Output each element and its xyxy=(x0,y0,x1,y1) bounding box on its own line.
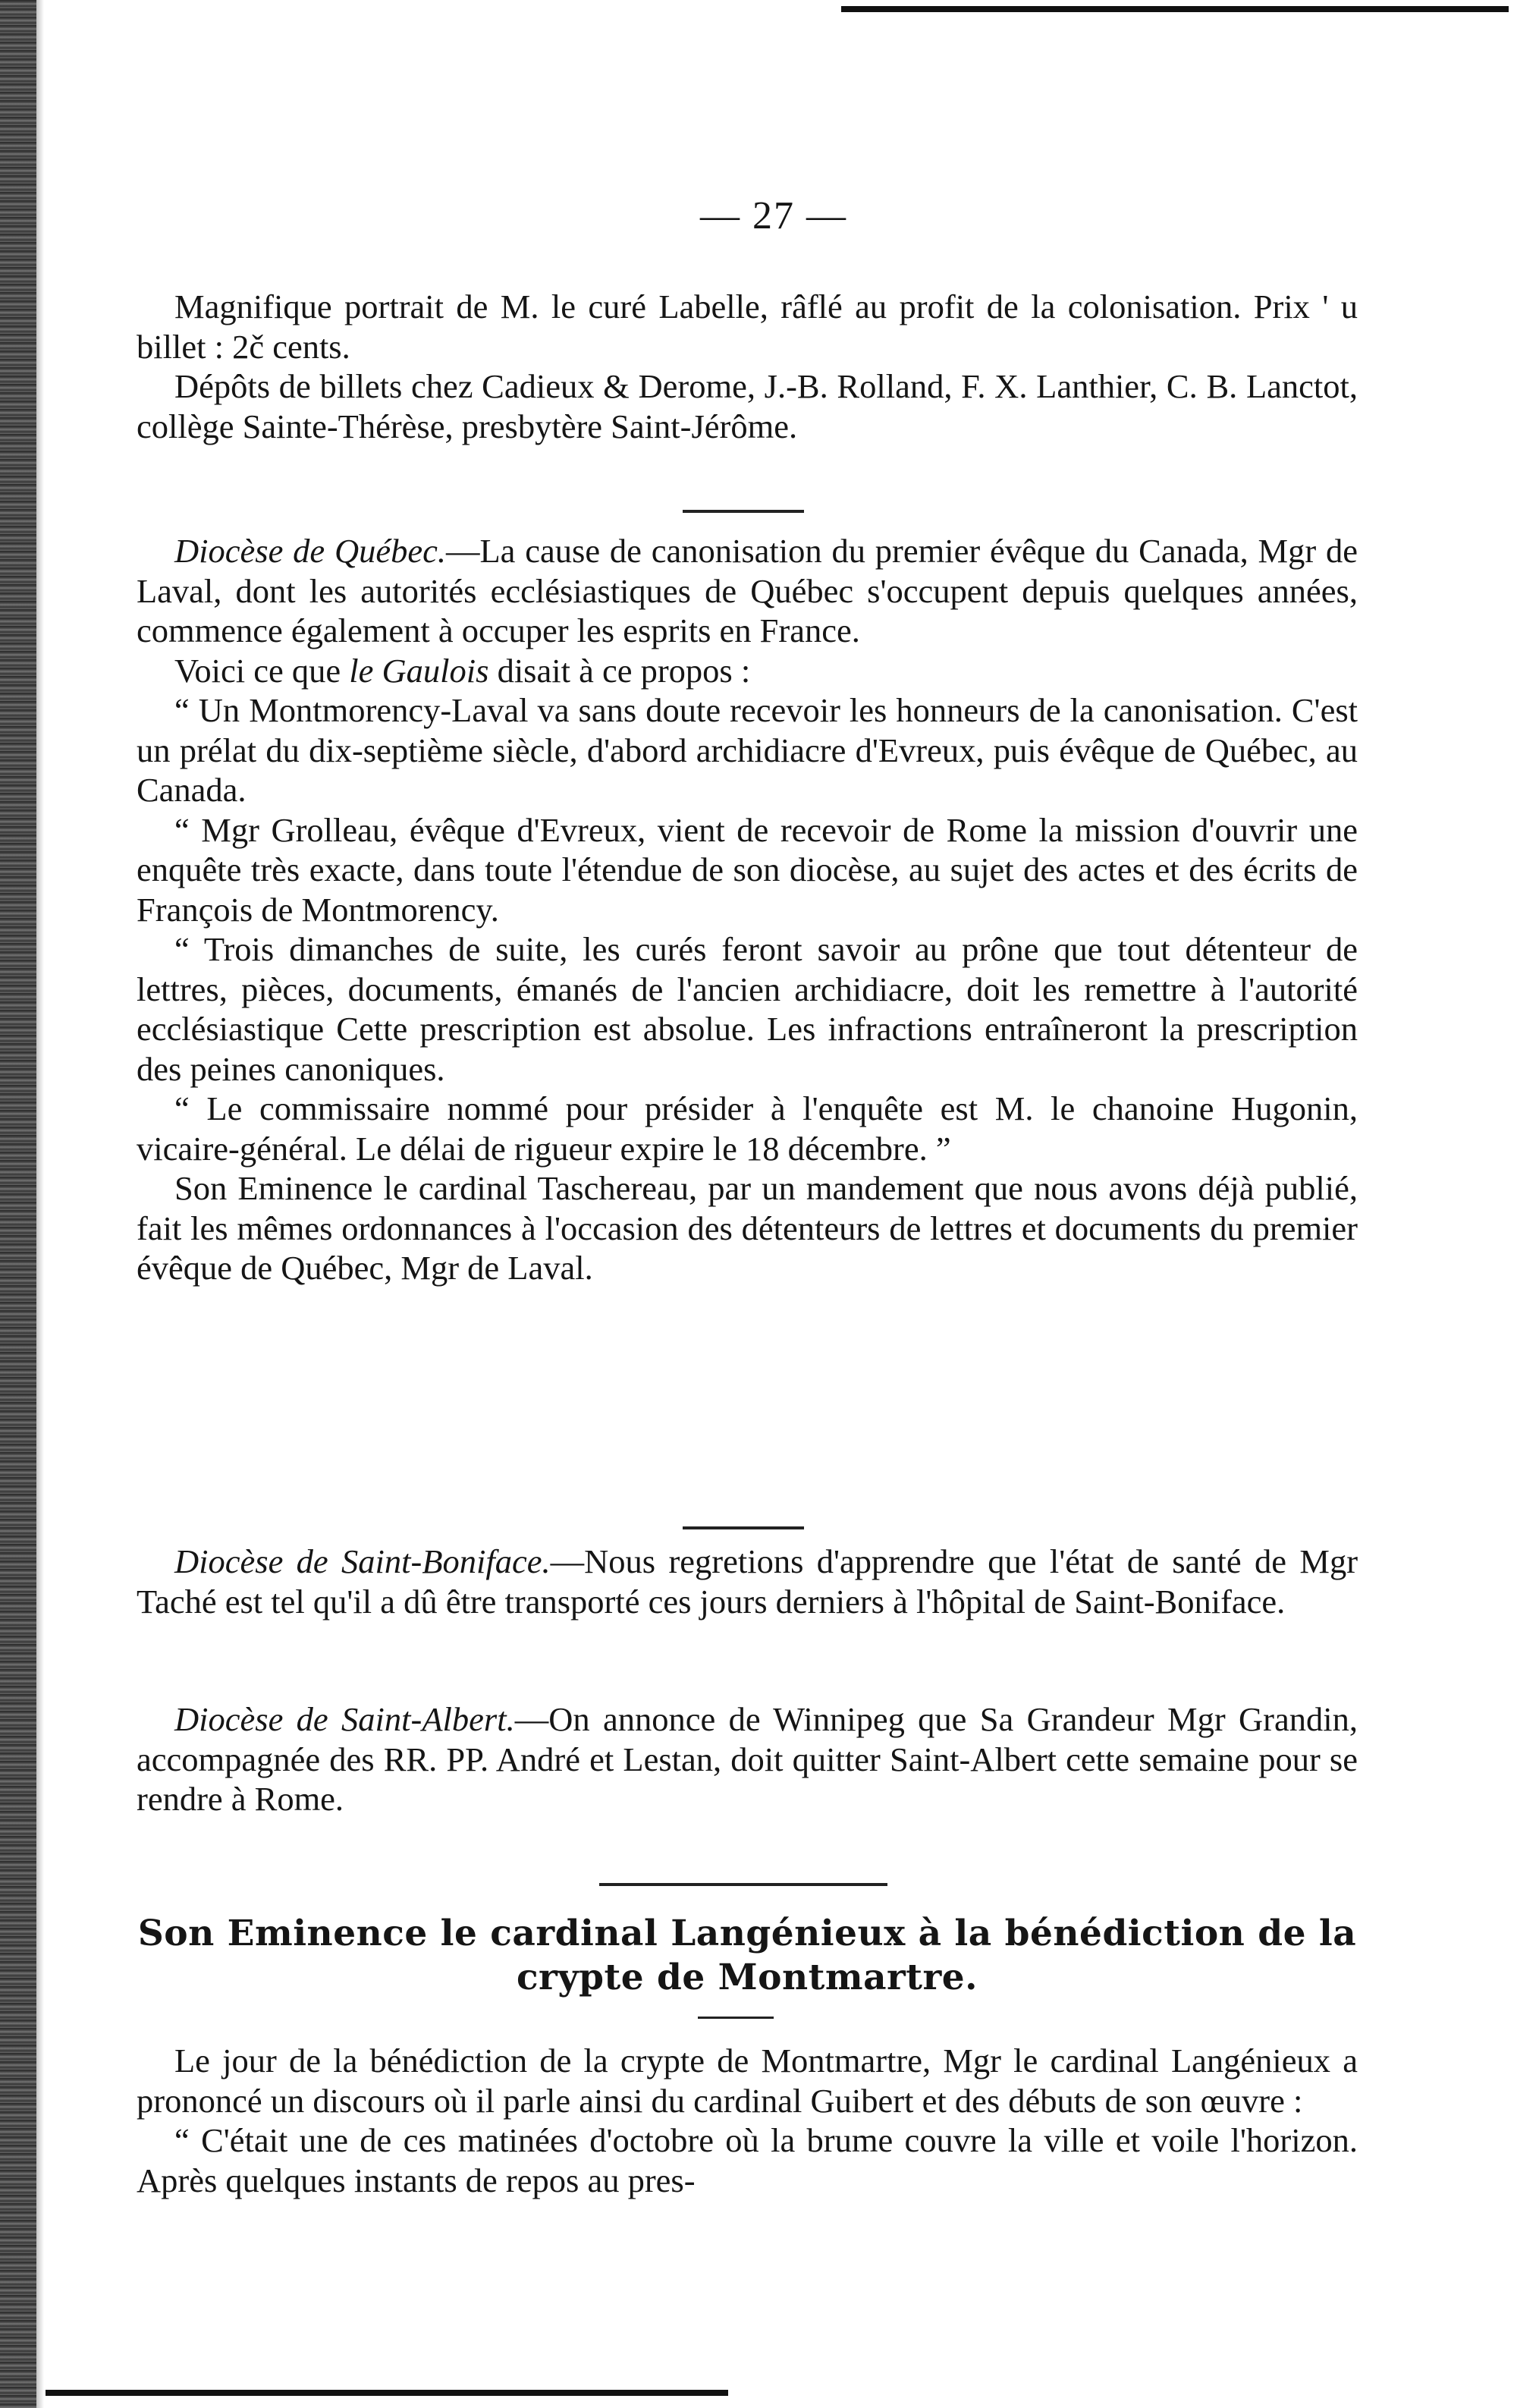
article-body xyxy=(137,2041,1358,2200)
separator xyxy=(683,1526,804,1529)
section-heading: Diocèse de Québec. xyxy=(174,532,446,570)
notice-block xyxy=(137,287,1358,446)
bottom-scan-rule xyxy=(46,2390,728,2396)
paragraph: —On annonce de Winnipeg que Sa Grandeur Mgr Grandin, accompagnée des RR. PP. André et Lestan, doit quitter Saint-Albert cette semaine pour se rendre à Rome. xyxy=(137,1700,1358,1818)
section-heading: Diocèse de Saint-Albert. xyxy=(174,1700,515,1738)
paragraph: “ Mgr Grolleau, évêque d'Evreux, vient de recevoir de Rome la mission d'ouvrir une enquête très exacte, dans toute l'étendue de son diocèse, au sujet des actes et des écrits de François de Montmorency. xyxy=(137,810,1358,929)
paragraph: —Nous regretions d'apprendre que l'état de santé de Mgr Taché est tel qu'il a dû être transporté ces jours derniers à l'hôpital de Saint-Boniface. xyxy=(137,1542,1358,1621)
paragraph: Dépôts de billets chez Cadieux & Derome, J.-B. Rolland, F. X. Lanthier, C. B. Lanctot, collège Sainte-Thérèse, presbytère Saint-Jérôme. xyxy=(137,367,1358,445)
article-title: Son Eminence le cardinal Langénieux à la bénédiction de la crypte de Montmartre. xyxy=(137,1913,1357,1998)
separator xyxy=(599,1883,887,1886)
paragraph: “ Trois dimanches de suite, les curés feront savoir au prône que tout détenteur de lettres, pièces, documents, émanés de l'ancien archidiacre, doit les remettre à l'autorité ecclésiastique Cette prescription est absolue. Les infractions entraîneront la prescription des peines canoniques. xyxy=(137,930,1358,1088)
paragraph: Son Eminence le cardinal Taschereau, par un mandement que nous avons déjà publié, fait les mêmes ordonnances à l'occasion des détenteurs de lettres et documents du premier évêque de Québec, Mgr de Laval. xyxy=(137,1169,1358,1287)
paragraph: —La cause de canonisation du premier évêque du Canada, Mgr de Laval, dont les autorités ecclésiastiques de Québec s'occupent depuis quelques années, commence également à occuper les esprits en France. xyxy=(137,532,1358,649)
page-number: — 27 — xyxy=(700,194,847,237)
paragraph-part: disait à ce propos : xyxy=(488,651,751,690)
separator xyxy=(683,510,804,513)
diocese-saint-albert-block xyxy=(137,1699,1358,1819)
section-heading: Diocèse de Saint-Boniface. xyxy=(174,1542,551,1580)
newspaper-name: le Gaulois xyxy=(349,651,489,690)
top-scan-rule xyxy=(841,6,1509,12)
paragraph-part: Voici ce que xyxy=(174,651,350,690)
paragraph: “ Un Montmorency-Laval va sans doute recevoir les honneurs de la canonisation. C'est un prélat du dix-septième siècle, d'abord archidiacre d'Evreux, puis évêque de Québec, au Canada. xyxy=(137,691,1358,809)
diocese-saint-boniface-block xyxy=(137,1542,1358,1621)
separator xyxy=(698,2017,774,2019)
diocese-quebec-block xyxy=(137,531,1358,1288)
paragraph: Magnifique portrait de M. le curé Labelle, râflé au profit de la colonisation. Prix ' u billet : 2č cents. xyxy=(137,288,1358,366)
paragraph: “ Le commissaire nommé pour présider à l'enquête est M. le chanoine Hugonin, vicaire-général. Le délai de rigueur expire le 18 décembre. ” xyxy=(137,1089,1358,1168)
scan-edge-shadow xyxy=(0,0,36,2408)
paragraph: Le jour de la bénédiction de la crypte de Montmartre, Mgr le cardinal Langénieux a prononcé un discours où il parle ainsi du cardinal Guibert et des débuts de son œuvre : xyxy=(137,2042,1358,2120)
paragraph: “ C'était une de ces matinées d'octobre où la brume couvre la ville et voile l'horizon. Après quelques instants de repos au pres- xyxy=(137,2121,1358,2199)
